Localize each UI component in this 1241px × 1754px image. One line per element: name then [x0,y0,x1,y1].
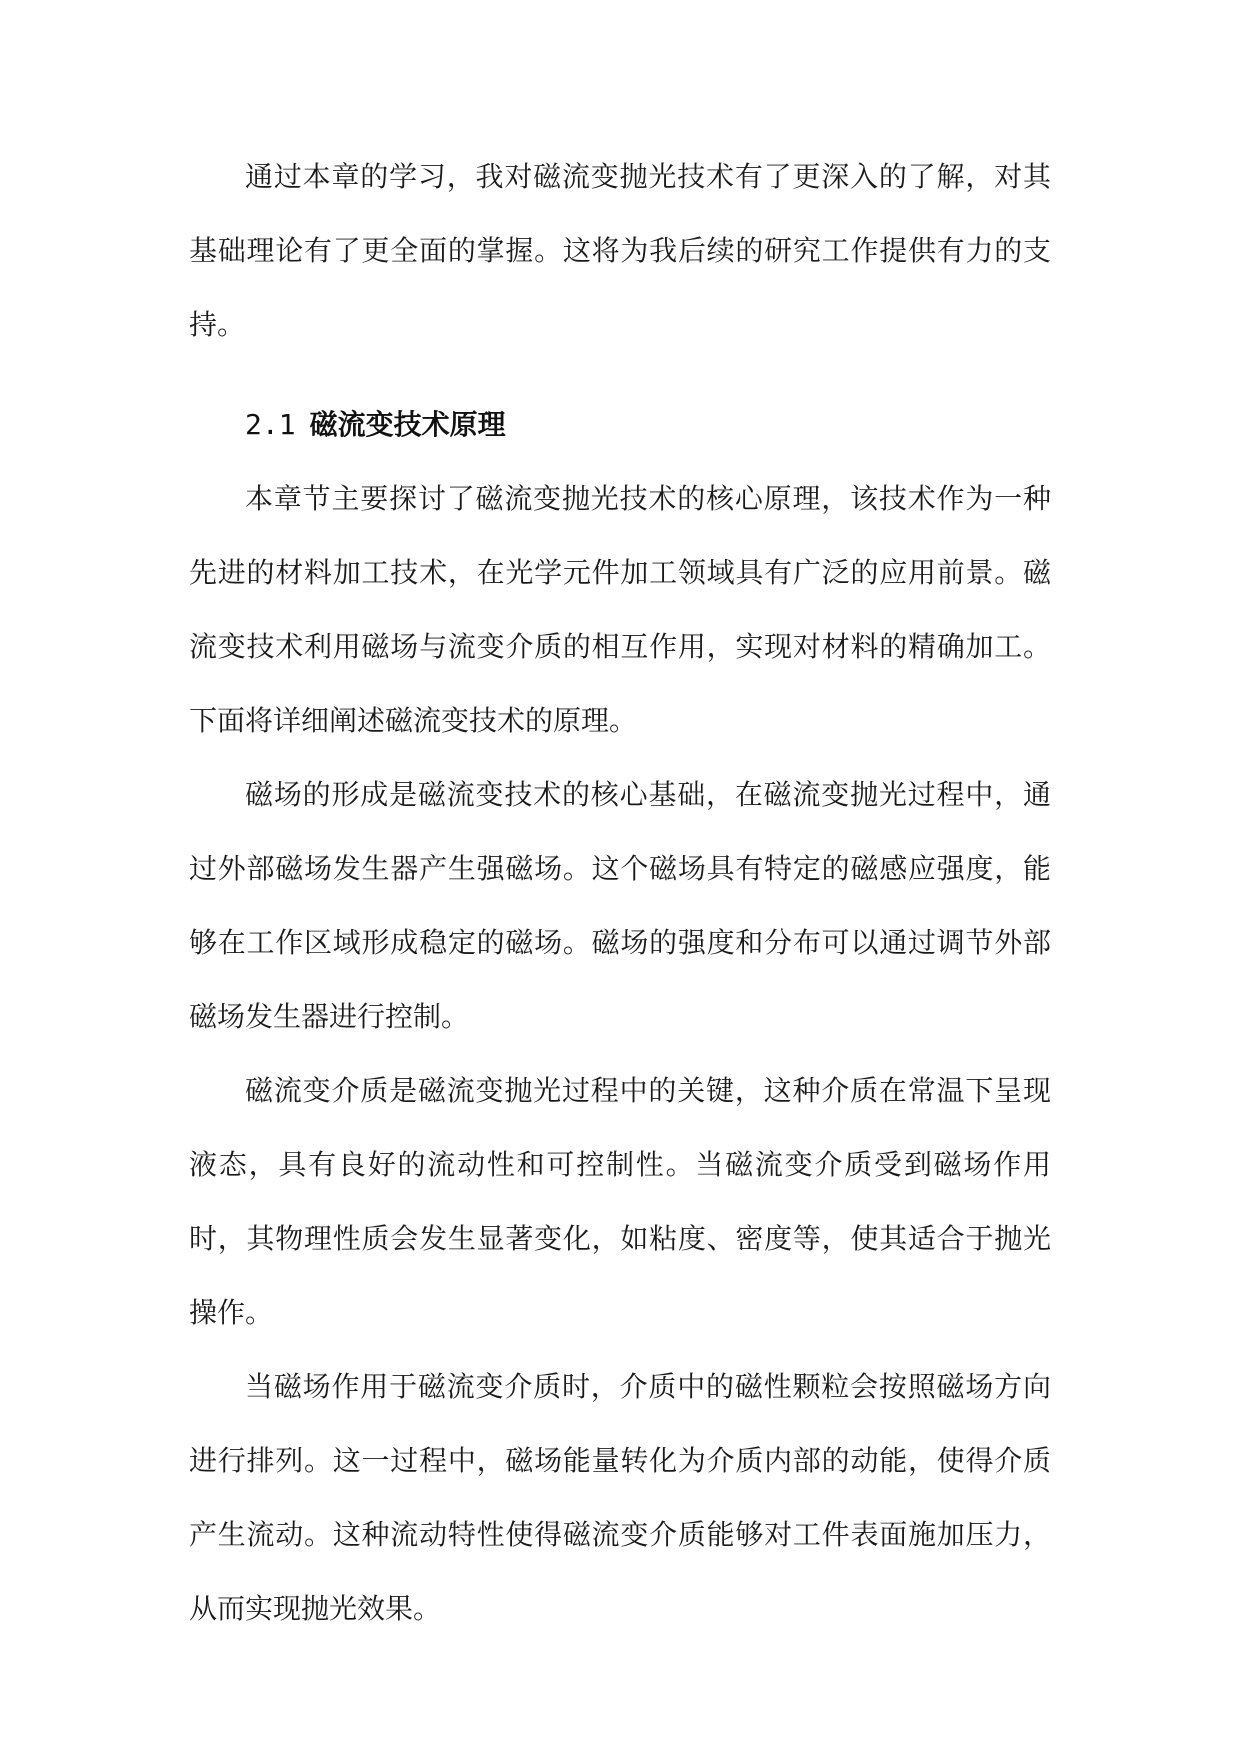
body-paragraph-particle-alignment: 当磁场作用于磁流变介质时，介质中的磁性颗粒会按照磁场方向进行排列。这一过程中，磁场能量转化为介质内部的动能，使得介质产生流动。这种流动特性使得磁流变介质能够对工件表面施加压力，从而实现抛光效果。 [189,1370,1051,1625]
document-body [189,140,1051,1646]
section-number: 2.1 [245,408,296,441]
body-paragraph-mr-medium: 磁流变介质是磁流变抛光过程中的关键，这种介质在常温下呈现液态，具有良好的流动性和可控制性。当磁流变介质受到磁场作用时，其物理性质会发生显著变化，如粘度、密度等，使其适合于抛光操作。 [189,1074,1051,1329]
section-title: 磁流变技术原理 [309,408,506,441]
body-paragraph-magnetic-field: 磁场的形成是磁流变技术的核心基础，在磁流变抛光过程中，通过外部磁场发生器产生强磁场。这个磁场具有特定的磁感应强度，能够在工作区域形成稳定的磁场。磁场的强度和分布可以通过调节外部磁场发生器进行控制。 [189,778,1051,1033]
section-heading [189,388,1051,462]
body-paragraph-principle-overview: 本章节主要探讨了磁流变抛光技术的核心原理，该技术作为一种先进的材料加工技术，在光学元件加工领域具有广泛的应用前景。磁流变技术利用磁场与流变介质的相互作用，实现对材料的精确加工。下面将详细阐述磁流变技术的原理。 [189,482,1051,737]
intro-paragraph: 通过本章的学习，我对磁流变抛光技术有了更深入的了解，对其基础理论有了更全面的掌握。这将为我后续的研究工作提供有力的支持。 [189,160,1051,341]
